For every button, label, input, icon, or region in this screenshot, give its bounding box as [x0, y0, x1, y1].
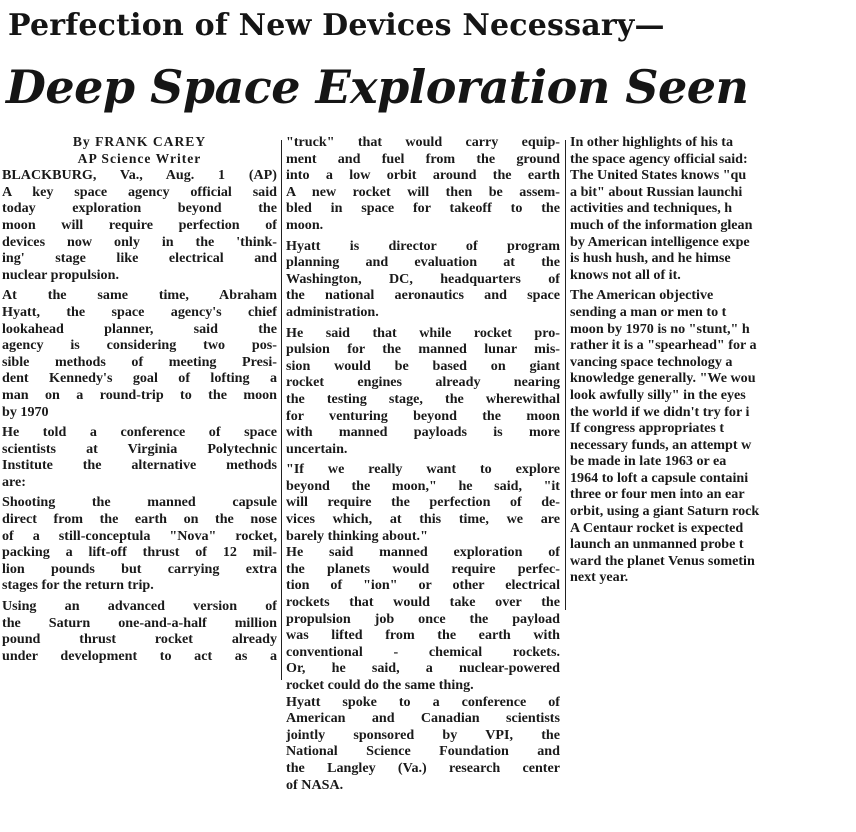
col3-text-line: knowledge generally. "We wou — [570, 370, 756, 387]
col1-text-line: sible methods of meeting Presi- — [2, 353, 277, 370]
col3-text-line: three or four men into an ear — [570, 486, 745, 503]
col2-text-line: conventional - chemical rockets. — [286, 643, 560, 660]
main-headline: Deep Space Exploration Seen — [6, 60, 749, 114]
col1-text-line: Institute the alternative methods — [2, 457, 277, 474]
col1-text-line: He told a conference of space — [2, 424, 277, 441]
col1-text-line: lion pounds but carrying extra — [2, 560, 277, 577]
col2-text-line: Or, he said, a nuclear-powered — [286, 660, 560, 677]
col2-text-line: bled in space for takeoff to the — [286, 200, 560, 217]
col3-text-line: knows not all of it. — [570, 266, 681, 283]
col1-text-line: Hyatt, the space agency's chief — [2, 303, 277, 320]
col1-text-line: devices now only in the 'think- — [2, 233, 277, 250]
col2-text-line: ment and fuel from the ground — [286, 150, 560, 167]
byline-credit: AP Science Writer — [77, 150, 202, 166]
col1-text-line: pound thrust rocket already — [2, 631, 277, 648]
col3-text-line: The American objective — [570, 287, 714, 304]
col2-text-line: He said manned exploration of — [286, 544, 560, 561]
col2-text-line: planning and evaluation at the — [286, 254, 560, 271]
article-column-2 — [286, 134, 560, 793]
column-3-body — [570, 134, 856, 586]
col3-text-line: In other highlights of his ta — [570, 134, 734, 150]
kicker-headline: Perfection of New Devices Necessary— — [8, 8, 665, 43]
col2-text-line: vices which, at this time, we are — [286, 511, 560, 528]
column-1-body — [2, 167, 277, 664]
col2-text-line: sion would be based on giant — [286, 357, 560, 374]
col1-text-line: the Saturn one-and-a-half million — [2, 614, 277, 631]
col3-text-line: next year. — [570, 569, 629, 586]
col3-text-line: by American intelligence expe — [570, 233, 750, 250]
col2-text-line: barely thinking about." — [286, 527, 428, 544]
col1-text-line: direct from the earth on the nose — [2, 511, 277, 528]
col1-text-line: Shooting the manned capsule — [2, 494, 277, 511]
col2-text-line: Hyatt spoke to a conference of — [286, 693, 560, 710]
col2-text-line: administration. — [286, 303, 379, 320]
byline: By FRANK CAREY — [72, 134, 207, 149]
col2-text-line: pulsion for the manned lunar mis- — [286, 341, 560, 358]
col2-text-line: rocket engines already nearing — [286, 374, 560, 391]
col2-text-line: American and Canadian scientists — [286, 710, 560, 727]
col1-text-line: dent Kennedy's goal of lofting a — [2, 370, 277, 387]
col3-text-line: activities and techniques, h — [570, 200, 733, 217]
col3-text-line: If congress appropriates t — [570, 420, 725, 437]
col3-text-line: the world if we didn't try for i — [570, 403, 750, 420]
col2-text-line: the planets would require perfec- — [286, 560, 560, 577]
col1-text-line: moon will require perfection of — [2, 216, 277, 233]
col3-text-line: is hush hush, and he himse — [570, 250, 731, 267]
col3-text-line: orbit, using a giant Saturn rock — [570, 503, 760, 520]
col3-text-line: 1964 to loft a capsule containi — [570, 469, 749, 486]
col2-text-line: will require the perfection of de- — [286, 494, 560, 511]
col1-text-line: by 1970 — [2, 403, 49, 420]
col1-text-line: under development to act as a — [2, 647, 277, 664]
col1-text-line: At the same time, Abraham — [2, 287, 277, 304]
col2-text-line: for venturing beyond the moon — [286, 407, 560, 424]
col3-text-line: rather it is a "spearhead" for a — [570, 337, 757, 354]
col1-text-line: scientists at Virginia Polytechnic — [2, 440, 277, 457]
col3-text-line: The United States knows "qu — [570, 167, 747, 184]
col2-text-line: Washington, DC, headquarters of — [286, 270, 560, 287]
col2-text-line: A new rocket will then be assem- — [286, 183, 560, 200]
col2-text-line: moon. — [286, 216, 324, 233]
col1-text-line: A key space agency official said — [2, 183, 277, 200]
col2-text-line: "truck" that would carry equip- — [286, 134, 560, 150]
col1-text-line: today exploration beyond the — [2, 200, 277, 217]
col2-text-line: "If we really want to explore — [286, 461, 560, 478]
col2-text-line: into a low orbit around the earth — [286, 167, 560, 184]
col2-text-line: uncertain. — [286, 440, 348, 457]
col1-text-line: Using an advanced version of — [2, 598, 277, 615]
col3-text-line: look awfully silly" in the eyes — [570, 386, 746, 403]
col2-text-line: rockets that would take over the — [286, 594, 560, 611]
col2-text-line: the national aeronautics and space — [286, 287, 560, 304]
col1-text-line: BLACKBURG, Va., Aug. 1 (AP) — [2, 167, 277, 184]
col3-text-line: sending a man or men to t — [570, 303, 727, 320]
col3-text-line: necessary funds, an attempt w — [570, 436, 752, 453]
col2-text-line: propulsion job once the payload — [286, 610, 560, 627]
col1-text-line: lookahead planner, said the — [2, 320, 277, 337]
col2-text-line: jointly sponsored by VPI, the — [286, 726, 560, 743]
col2-text-line: rocket could do the same thing. — [286, 677, 474, 693]
col1-text-line: are: — [2, 473, 26, 490]
col3-text-line: A Centaur rocket is expected — [570, 519, 744, 536]
article-column-3 — [570, 134, 856, 586]
col3-text-line: launch an unmanned probe t — [570, 536, 744, 553]
column-2-body — [286, 134, 560, 793]
col3-text-line: ward the planet Venus sometin — [570, 552, 755, 569]
col3-text-line: vancing space technology a — [570, 353, 733, 370]
col1-text-line: stages for the return trip. — [2, 577, 154, 594]
col2-text-line: National Science Foundation and — [286, 743, 560, 760]
col1-text-line: nuclear propulsion. — [2, 266, 119, 283]
col1-text-line: man on a round-trip to the moon — [2, 386, 277, 403]
article-column-1 — [2, 134, 277, 664]
col2-text-line: was lifted from the earth with — [286, 627, 560, 644]
col2-text-line: with manned payloads is more — [286, 424, 560, 441]
col1-text-line: ing' stage like electrical and — [2, 250, 277, 267]
col1-text-line: agency is considering two pos- — [2, 337, 277, 354]
col2-text-line: He said that while rocket pro- — [286, 324, 560, 341]
column-rule-1 — [281, 140, 282, 680]
col3-text-line: moon by 1970 is no "stunt," h — [570, 320, 750, 337]
col3-text-line: a bit" about Russian launchi — [570, 183, 743, 200]
col2-text-line: beyond the moon," he said, "it — [286, 477, 560, 494]
col3-text-line: be made in late 1963 or ea — [570, 453, 727, 470]
col2-text-line: of NASA. — [286, 776, 344, 793]
column-rule-2 — [565, 140, 566, 610]
col2-text-line: the testing stage, the wherewithal — [286, 390, 560, 407]
col2-text-line: tion of "ion" or other electrical — [286, 577, 560, 594]
col2-text-line: Hyatt is director of program — [286, 237, 560, 254]
col1-text-line: of a still-conceptula "Nova" rocket, — [2, 527, 277, 544]
col3-text-line: the space agency official said: — [570, 150, 748, 167]
col2-text-line: the Langley (Va.) research center — [286, 759, 560, 776]
col1-text-line: packing a lift-off thrust of 12 mil- — [2, 544, 277, 561]
col3-text-line: much of the information glean — [570, 216, 753, 233]
